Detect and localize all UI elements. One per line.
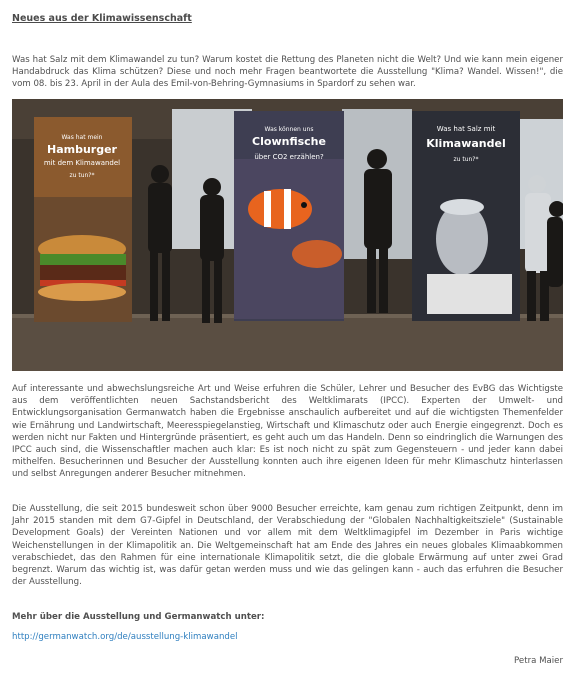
banner-clownfish	[234, 111, 344, 321]
germanwatch-link[interactable]: http://germanwatch.org/de/ausstellung-klimawandel	[12, 632, 238, 642]
body-paragraph-2: Die Ausstellung, die seit 2015 bundesweit schon über 9000 Besucher erreichte, kam genau zum richtigen Zeitpunkt, denn im Jahr 2015 standen mit dem G7-Gipfel in Deutschland, der Verabschiedung der "Globalen Nachhaltigkeitsziele" (Sustainable Development Goals) der Vereinten Nationen und vor allem mit dem Weltklimagipfel im Dezember in Paris wichtige Weichenstellungen in der Klimapolitik an. Die Weltgemeinschaft hat am Ende des Jahres ein neues globales Klimaabkommen verabschiedet, das den Rahmen für eine internationale Klimapolitik setzt, die die globale Erwärmung auf unter zwei Grad begrenzt. Warum das wichtig ist, was dafür getan werden muss und wie das gelingen kann - auch das erfuhren die Besucher der Ausstellung.	[12, 504, 563, 588]
banner-hamburger	[34, 117, 132, 322]
banner-mid-line1: Was können uns	[264, 126, 314, 133]
banner-left-line3: mit dem Klimawandel	[43, 159, 121, 167]
exhibition-photo	[12, 99, 563, 371]
author-name: Petra Maier	[514, 656, 563, 666]
banner-left-line1: Was hat mein	[61, 134, 103, 141]
banner-salt	[412, 111, 520, 321]
banner-left-line4: zu tun?*	[69, 172, 95, 179]
banner-mid-line2: Clownfische	[252, 135, 326, 148]
banner-right-line3: zu tun?*	[453, 156, 479, 163]
intro-paragraph: Was hat Salz mit dem Klimawandel zu tun? Warum kostet die Rettung des Planeten nicht die Welt? Und wie kann mein eigener Handabdruck das Klima schützen? Diese und noch mehr Fragen beantwortete die Ausstellung "Klima? Wandel. Wissen!", die vom 08. bis 23. April in der Aula des Emil-von-Behring-Gymnasiums in Spardorf zu sehen war.	[12, 55, 563, 90]
article-title: Neues aus der Klimawissenschaft	[12, 13, 192, 24]
banner-right-line2: Klimawandel	[426, 137, 506, 150]
banner-left-line2: Hamburger	[47, 143, 117, 156]
more-info-label: Mehr über die Ausstellung und Germanwatch unter:	[12, 612, 265, 622]
banner-mid-line3: über CO2 erzählen?	[254, 153, 324, 161]
banner-right-line1: Was hat Salz mit	[436, 125, 496, 133]
body-paragraph-1: Auf interessante und abwechslungsreiche Art und Weise erfuhren die Schüler, Lehrer und Besucher des EvBG das Wichtigste aus dem veröffentlichten neuen Sachstandsbericht des Weltklimarats (IPCC). Experten der Umwelt- und Entwicklungsorganisation Germanwatch haben die Ergebnisse anschaulich aufbereitet und auf die wichtigsten Themenfelder wie Ernährung und Landwirtschaft, Meeresspiegelanstieg, Wirtschaft und Klimaschutz oder auch Energie eingegrenzt. Doch es werden nicht nur Fakten und Hintergründe präsentiert, es geht auch um das Handeln. Denn so eindringlich die Warnungen des IPCC auch sind, die Wissenschaftler machen auch klar: Es ist noch nicht zu spät zum Gegensteuern - und jeder kann dabei mithelfen. Besucherinnen und Besucher der Ausstellung konnten auch ihre eigenen Ideen für mehr Klimaschutz hinterlassen und selbst Anregungen anderer Besucher mitnehmen.	[12, 384, 563, 480]
